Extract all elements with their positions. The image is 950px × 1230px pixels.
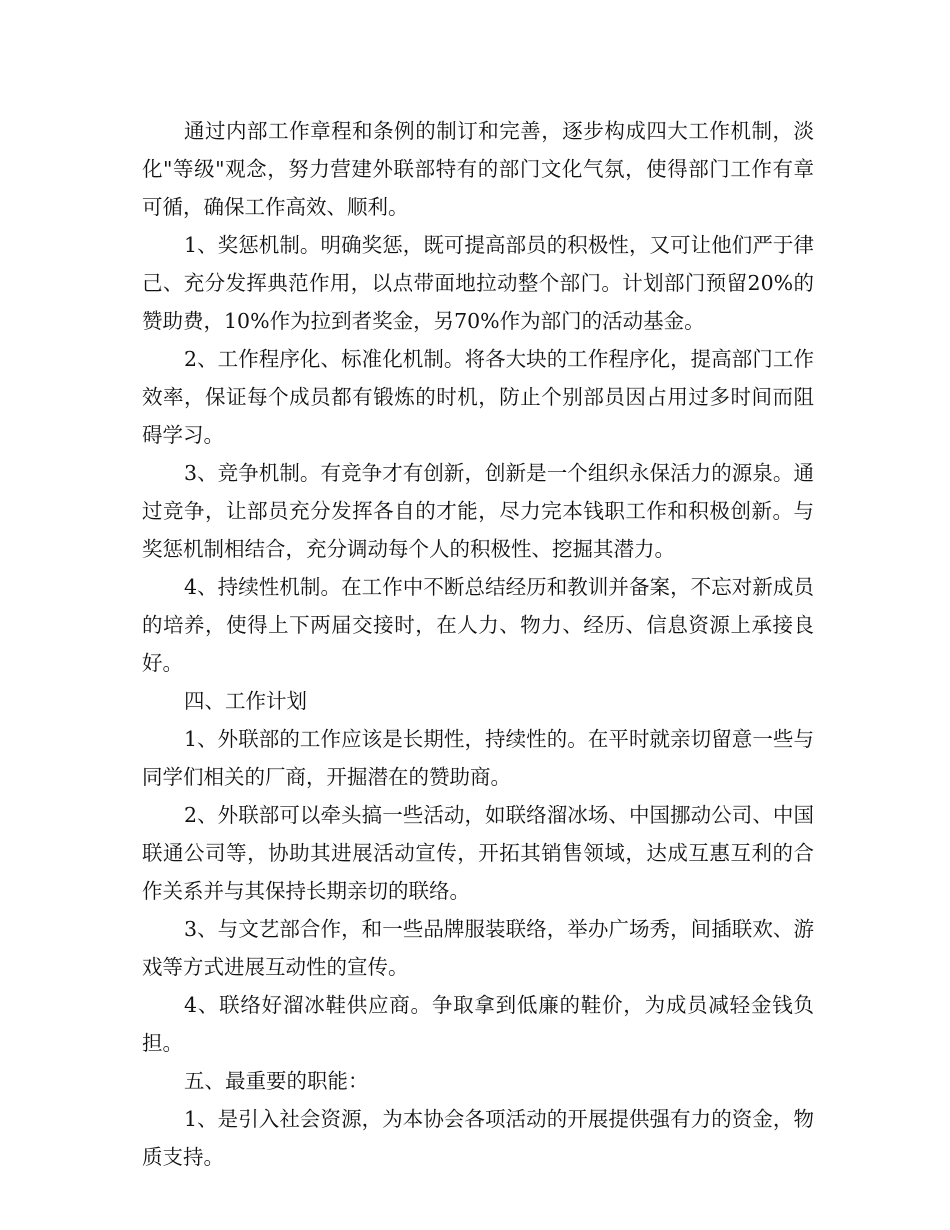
paragraph-plan-3: 3、与文艺部合作，和一些品牌服装联络，举办广场秀，间插联欢、游戏等方式进展互动性的宣传。 — [142, 917, 814, 979]
paragraph-standardization-mechanism: 2、工作程序化、标准化机制。将各大块的工作程序化，提高部门工作效率，保证每个成员都有锻炼的时机，防止个别部员因占用过多时间而阻碍学习。 — [142, 347, 814, 447]
paragraph-competition-mechanism: 3、竞争机制。有竞争才有创新，创新是一个组织永保活力的源泉。通过竞争，让部员充分发挥各自的才能，尽力完本钱职工作和积极创新。与奖惩机制相结合，充分调动每个人的积极性、挖掘其潜力。 — [142, 461, 814, 561]
paragraph-reward-mechanism: 1、奖惩机制。明确奖惩，既可提高部员的积极性，又可让他们严于律己、充分发挥典范作用，以点带面地拉动整个部门。计划部门预留20%的赞助费，10%作为拉到者奖金，另70%作为部门的活动基金。 — [142, 233, 814, 333]
paragraph-function-1: 1、是引入社会资源，为本协会各项活动的开展提供强有力的资金，物质支持。 — [142, 1107, 814, 1169]
document-body — [142, 112, 814, 1176]
paragraph-plan-1: 1、外联部的工作应该是长期性，持续性的。在平时就亲切留意一些与同学们相关的厂商，开掘潜在的赞助商。 — [142, 727, 814, 789]
paragraph-intro: 通过内部工作章程和条例的制订和完善，逐步构成四大工作机制，淡化"等级"观念，努力营建外联部特有的部门文化气氛，使得部门工作有章可循，确保工作高效、顺利。 — [142, 119, 814, 219]
paragraph-continuity-mechanism: 4、持续性机制。在工作中不断总结经历和教训并备案，不忘对新成员的培养，使得上下两届交接时，在人力、物力、经历、信息资源上承接良好。 — [142, 575, 814, 675]
section-heading-functions: 五、最重要的职能： — [184, 1069, 369, 1093]
paragraph-plan-2: 2、外联部可以牵头搞一些活动，如联络溜冰场、中国挪动公司、中国联通公司等，协助其进展活动宣传，开拓其销售领域，达成互惠互利的合作关系并与其保持长期亲切的联络。 — [142, 803, 814, 903]
section-heading-work-plan: 四、工作计划 — [184, 689, 307, 713]
paragraph-plan-4: 4、联络好溜冰鞋供应商。争取拿到低廉的鞋价，为成员减轻金钱负担。 — [142, 993, 814, 1055]
